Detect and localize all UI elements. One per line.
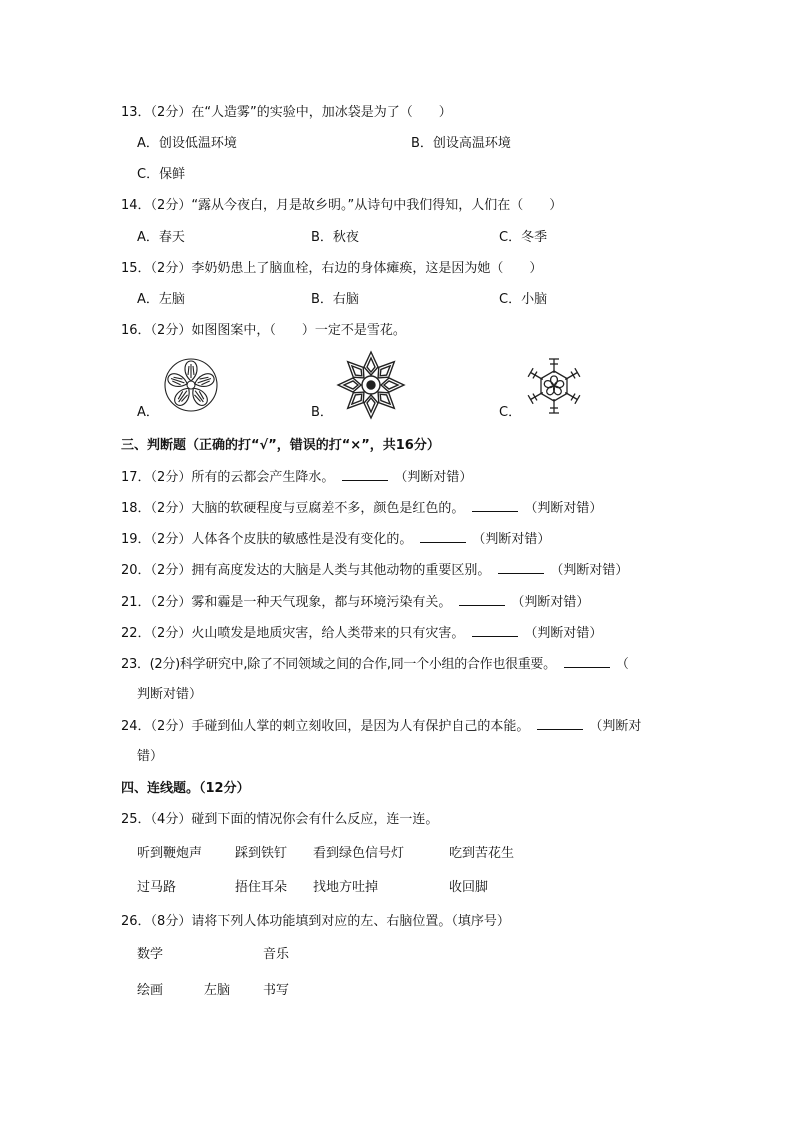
q21-text: 21．（2分）雾和霾是一种天气现象，都与环境污染有关。	[121, 595, 452, 610]
q23-text: 23．(2分)科学研究中,除了不同领域之间的合作,同一个小组的合作也很重要。	[121, 657, 556, 672]
q17-answer-blank[interactable]	[342, 468, 388, 481]
q26-item-math[interactable]: 数学	[137, 947, 164, 962]
q16-option-b: B．	[311, 405, 333, 420]
q15-option-b: B．右脑	[311, 292, 359, 307]
q20-answer-blank[interactable]	[498, 561, 544, 574]
q19-text: 19．（2分）人体各个皮肤的敏感性是没有变化的。	[121, 532, 413, 547]
q17-line	[121, 468, 472, 487]
q14-option-a: A．春天	[137, 230, 185, 245]
q15-option-c: C．小脑	[499, 292, 548, 307]
q25-response-1[interactable]: 过马路	[137, 880, 177, 895]
q14-option-b: B．秋夜	[311, 230, 359, 245]
q19-answer-blank[interactable]	[420, 530, 466, 543]
q13-option-b: B．创设高温环境	[411, 136, 511, 151]
q23-line1	[121, 655, 629, 674]
flower-pattern-a-icon	[162, 356, 220, 414]
q24-line1	[121, 717, 641, 736]
q24-line2: 错）	[137, 749, 164, 764]
q22-line	[121, 624, 602, 643]
q20-tail: （判断对错）	[550, 563, 629, 578]
q13-option-c: C．保鲜	[137, 167, 186, 182]
q18-line	[121, 499, 602, 518]
q26-stem: 26．（8分）请将下列人体功能填到对应的左、右脑位置。（填序号）	[121, 914, 510, 929]
q25-response-2[interactable]: 捂住耳朵	[235, 880, 288, 895]
q23-line2: 判断对错）	[137, 687, 203, 702]
q22-answer-blank[interactable]	[472, 624, 518, 637]
q26-item-writing[interactable]: 书写	[263, 983, 290, 998]
q25-response-4[interactable]: 收回脚	[449, 880, 489, 895]
q19-line	[121, 530, 550, 549]
q20-line	[121, 561, 628, 580]
q25-stimulus-4[interactable]: 吃到苦花生	[449, 846, 515, 861]
q25-stem: 25．（4分）碰到下面的情况你会有什么反应，连一连。	[121, 812, 439, 827]
q25-response-3[interactable]: 找地方吐掉	[313, 880, 379, 895]
q21-tail: （判断对错）	[511, 595, 590, 610]
q23-tail: （	[615, 657, 629, 672]
q18-tail: （判断对错）	[524, 501, 603, 516]
flower-pattern-b-icon	[336, 350, 406, 420]
q21-answer-blank[interactable]	[459, 593, 505, 606]
q26-item-drawing[interactable]: 绘画	[137, 983, 164, 998]
q24-tail: （判断对	[589, 719, 642, 734]
q19-tail: （判断对错）	[472, 532, 551, 547]
q13-option-a: A．创设低温环境	[137, 136, 237, 151]
section-4-title: 四、连线题。（12分）	[121, 781, 250, 796]
q25-stimulus-1[interactable]: 听到鞭炮声	[137, 846, 203, 861]
q25-stimulus-2[interactable]: 踩到铁钉	[235, 846, 288, 861]
q15-option-a: A．左脑	[137, 292, 185, 307]
flower-pattern-c-icon	[520, 352, 588, 420]
q18-answer-blank[interactable]	[472, 499, 518, 512]
q16-option-a: A．	[137, 405, 159, 420]
q21-line	[121, 593, 589, 612]
q26-left-brain-label: 左脑	[204, 983, 231, 998]
q18-text: 18．（2分）大脑的软硬程度与豆腐差不多，颜色是红色的。	[121, 501, 465, 516]
q24-answer-blank[interactable]	[537, 717, 583, 730]
q25-stimulus-3[interactable]: 看到绿色信号灯	[313, 846, 405, 861]
q14-option-c: C．冬季	[499, 230, 548, 245]
q23-answer-blank[interactable]	[564, 655, 610, 668]
section-3-title: 三、判断题（正确的打“√”，错误的打“×”，共16分）	[121, 438, 440, 453]
q13-stem: 13．（2分）在“人造雾”的实验中，加冰袋是为了（ ）	[121, 105, 452, 120]
q16-option-c: C．	[499, 405, 522, 420]
q16-stem: 16．（2分）如图图案中，（ ）一定不是雪花。	[121, 323, 406, 338]
q22-tail: （判断对错）	[524, 626, 603, 641]
q24-text: 24．（2分）手碰到仙人掌的刺立刻收回，是因为人有保护自己的本能。	[121, 719, 530, 734]
q20-text: 20．（2分）拥有高度发达的大脑是人类与其他动物的重要区别。	[121, 563, 491, 578]
q14-stem: 14．（2分）“露从今夜白，月是故乡明。”从诗句中我们得知，人们在（ ）	[121, 198, 563, 213]
q15-stem: 15．（2分）李奶奶患上了脑血栓，右边的身体瘫痪，这是因为她（ ）	[121, 261, 543, 276]
q22-text: 22．（2分）火山喷发是地质灾害，给人类带来的只有灾害。	[121, 626, 465, 641]
q17-tail: （判断对错）	[394, 470, 473, 485]
q26-item-music[interactable]: 音乐	[263, 947, 290, 962]
q17-text: 17．（2分）所有的云都会产生降水。	[121, 470, 335, 485]
